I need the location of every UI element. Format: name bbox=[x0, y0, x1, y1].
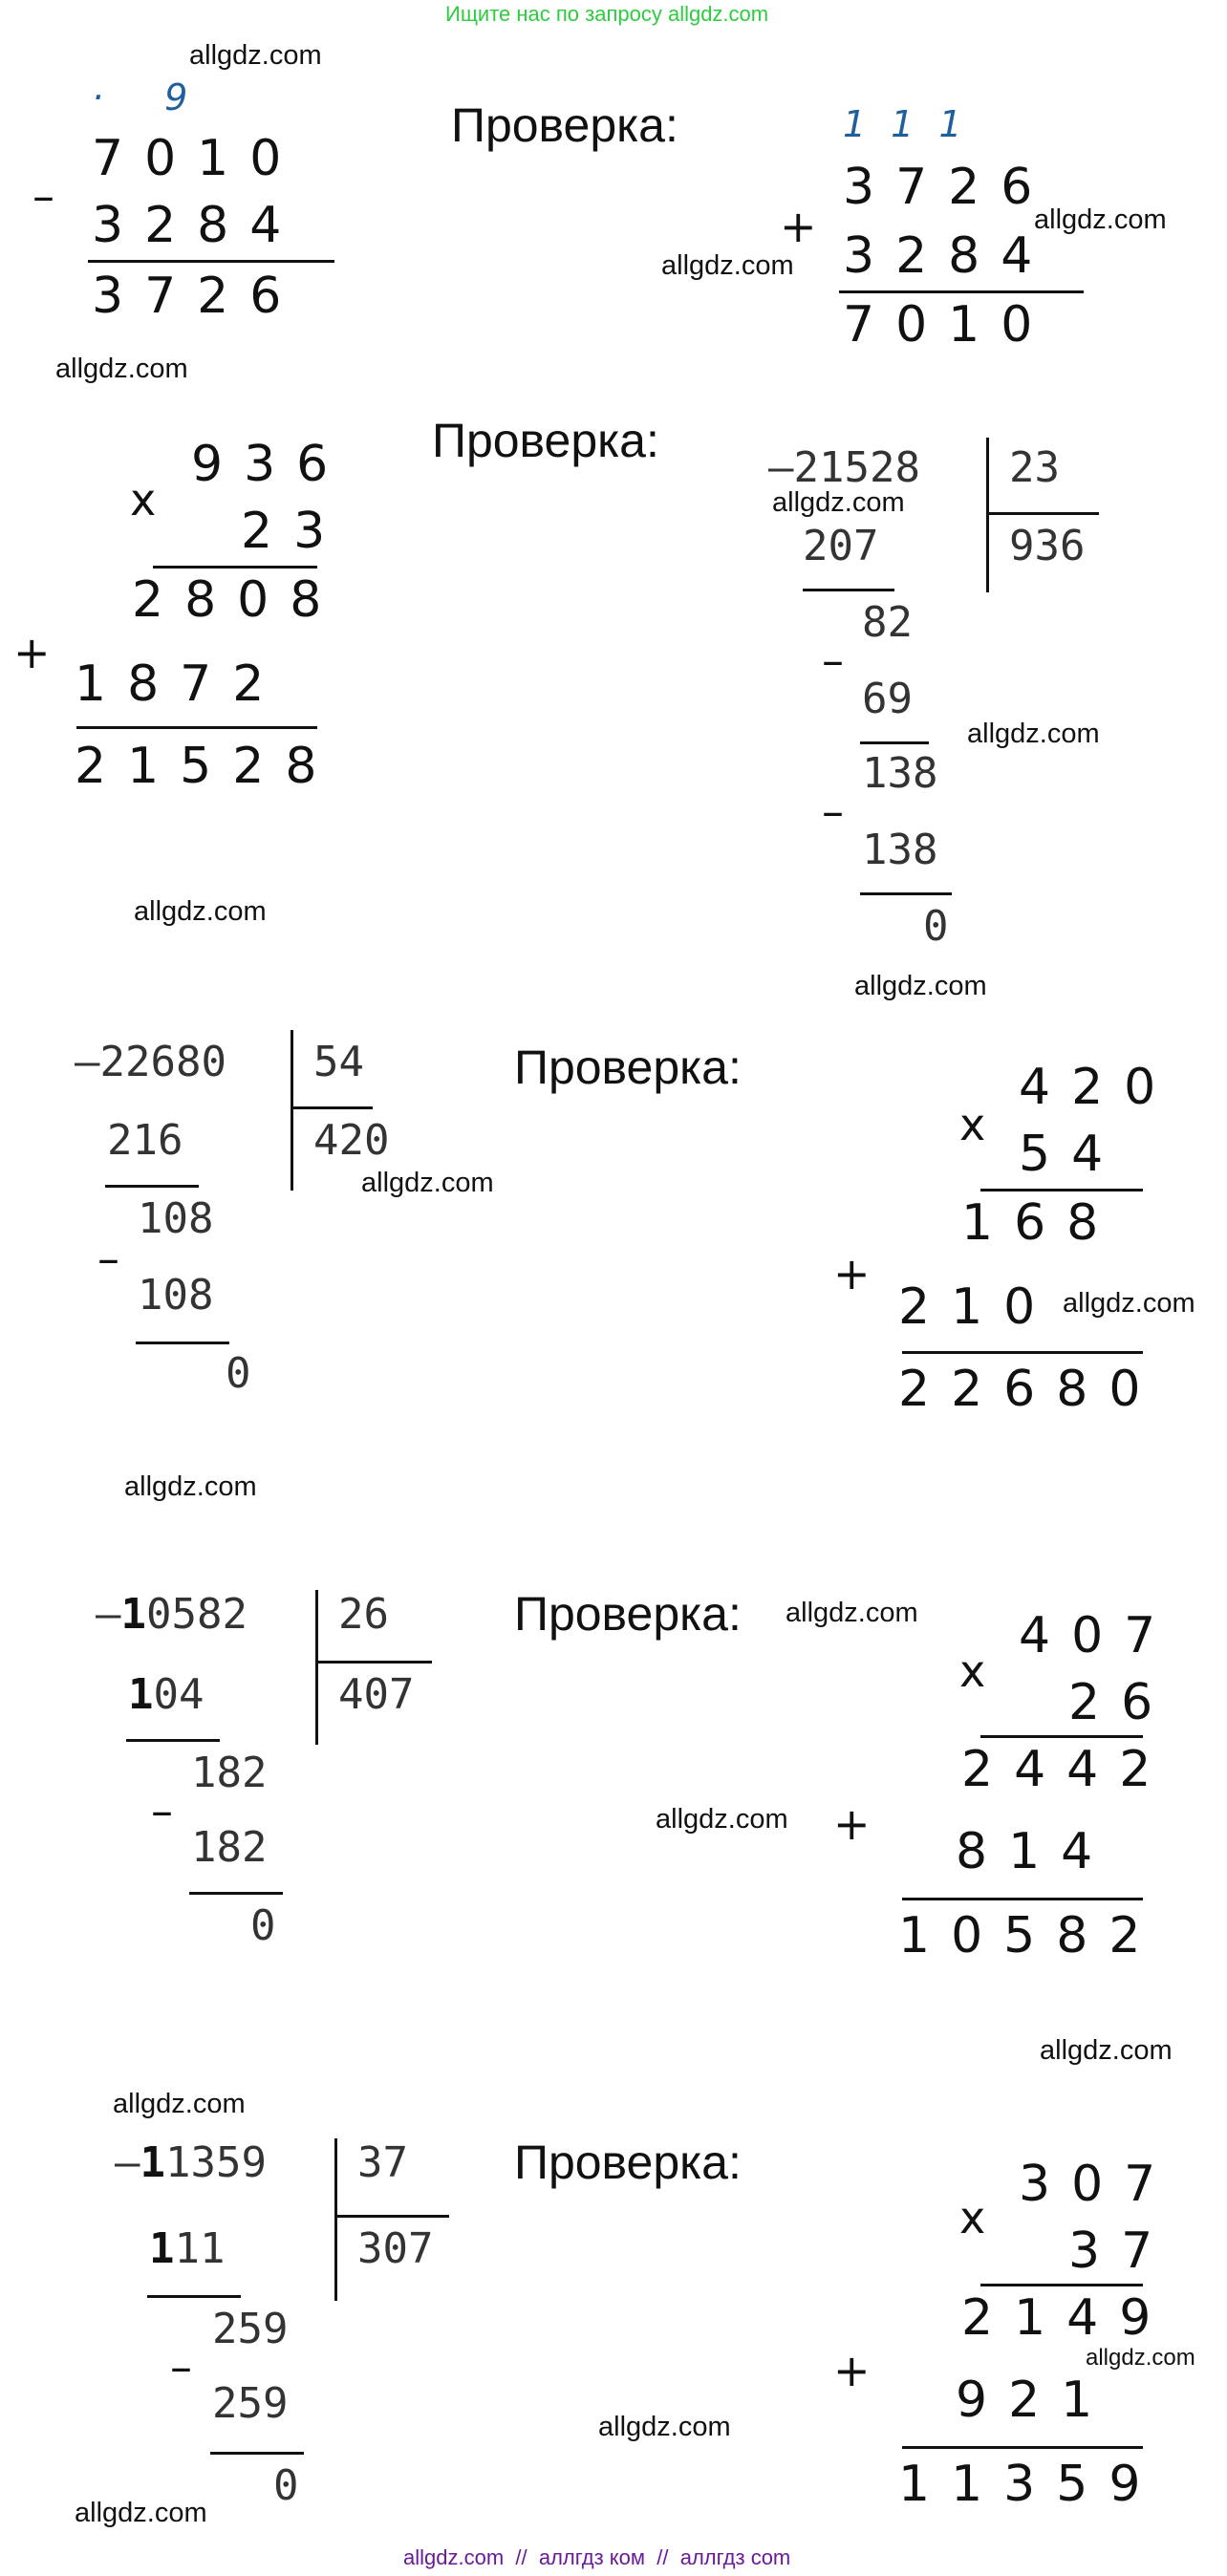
step-subtract: 111 bbox=[149, 2224, 226, 2273]
addend-2: 3284 bbox=[843, 227, 1054, 285]
quotient: 307 bbox=[357, 2224, 434, 2273]
step-subtract: 182 bbox=[191, 1823, 268, 1872]
quotient-line bbox=[291, 1106, 373, 1109]
step-line bbox=[860, 741, 929, 744]
watermark: allgdz.com bbox=[1034, 204, 1167, 235]
plus-sign: + bbox=[13, 627, 51, 678]
division-bar bbox=[291, 1030, 293, 1191]
subtrahend: 3284 bbox=[92, 197, 303, 254]
product-line bbox=[902, 1898, 1143, 1900]
plus-sign: + bbox=[833, 1248, 871, 1299]
top-banner: Ищите нас по запросу allgdz.com bbox=[445, 2, 769, 26]
step-line bbox=[147, 2295, 241, 2298]
step-line bbox=[105, 1185, 199, 1188]
step-line bbox=[136, 1342, 229, 1344]
partial-product-2: 814 bbox=[956, 1823, 1114, 1880]
quotient-line bbox=[986, 512, 1099, 515]
multiplicand: 936 bbox=[191, 436, 350, 493]
minus-sign: – bbox=[97, 1233, 119, 1284]
quotient: 407 bbox=[338, 1670, 415, 1719]
partial-line bbox=[980, 1735, 1143, 1738]
product: 11359 bbox=[898, 2456, 1162, 2513]
sum-line bbox=[839, 290, 1084, 293]
product-line bbox=[902, 2446, 1143, 2449]
partial-product-2: 210 bbox=[898, 1278, 1057, 1336]
watermark: allgdz.com bbox=[967, 719, 1100, 749]
divisor: 54 bbox=[313, 1038, 364, 1086]
final-remainder: 0 bbox=[273, 2461, 299, 2510]
plus-sign: + bbox=[780, 201, 817, 252]
step-remainder: 182 bbox=[191, 1749, 268, 1797]
watermark: allgdz.com bbox=[75, 2498, 207, 2528]
multiply-sign: x bbox=[130, 474, 157, 526]
step-subtract: 69 bbox=[862, 675, 913, 723]
minus-sign: – bbox=[151, 1785, 173, 1836]
division-bar bbox=[315, 1590, 318, 1745]
multiplier: 23 bbox=[241, 503, 347, 560]
multiplier: 54 bbox=[1019, 1126, 1125, 1183]
product: 22680 bbox=[898, 1361, 1162, 1418]
product: 21528 bbox=[75, 738, 338, 795]
minus-sign: – bbox=[822, 785, 844, 837]
multiply-sign: x bbox=[959, 2192, 986, 2243]
product-line bbox=[902, 1351, 1143, 1354]
check-label: Проверка: bbox=[432, 414, 659, 467]
watermark: allgdz.com bbox=[656, 1804, 788, 1835]
division-bar bbox=[986, 438, 989, 592]
divisor: 23 bbox=[1009, 443, 1060, 492]
final-remainder: 0 bbox=[226, 1349, 251, 1398]
addend-1: 3726 bbox=[843, 159, 1054, 216]
step-remainder: 138 bbox=[862, 749, 938, 798]
watermark: allgdz.com bbox=[134, 896, 267, 927]
partial-product-1: 2808 bbox=[132, 571, 343, 629]
final-remainder: 0 bbox=[923, 902, 949, 951]
multiplier: 26 bbox=[1068, 1674, 1174, 1731]
partial-line bbox=[980, 1189, 1143, 1191]
check-label: Проверка: bbox=[514, 1041, 742, 1094]
quotient: 936 bbox=[1009, 522, 1086, 570]
dividend: –10582 bbox=[96, 1590, 248, 1639]
multiplicand: 420 bbox=[1019, 1059, 1177, 1116]
check-label: Проверка: bbox=[514, 1587, 742, 1641]
step-line bbox=[803, 589, 894, 591]
step-line bbox=[860, 892, 952, 895]
watermark: allgdz.com bbox=[113, 2089, 246, 2119]
step-remainder: 108 bbox=[138, 1194, 214, 1243]
dividend: –11359 bbox=[115, 2138, 267, 2187]
step-subtract: 259 bbox=[212, 2379, 289, 2428]
watermark: allgdz.com bbox=[1040, 2035, 1173, 2066]
divisor: 26 bbox=[338, 1590, 389, 1639]
partial-line bbox=[153, 566, 317, 569]
minus-sign: – bbox=[822, 634, 844, 686]
watermark: allgdz.com bbox=[661, 250, 794, 281]
multiply-sign: x bbox=[959, 1645, 986, 1697]
division-bar bbox=[334, 2138, 337, 2301]
sum: 7010 bbox=[843, 296, 1054, 354]
footer-links: allgdz.com // аллгдз ком // аллгдз com bbox=[403, 2545, 791, 2569]
step-subtract: 216 bbox=[107, 1116, 183, 1165]
multiplier: 37 bbox=[1068, 2222, 1174, 2280]
step-subtract: 207 bbox=[803, 522, 879, 570]
step-line bbox=[189, 1892, 283, 1895]
watermark: allgdz.com bbox=[1063, 1288, 1195, 1319]
multiplicand: 307 bbox=[1019, 2156, 1177, 2213]
step-subtract: 138 bbox=[862, 826, 938, 874]
partial-line bbox=[980, 2284, 1143, 2286]
difference: 3726 bbox=[92, 268, 303, 325]
step-remainder: 82 bbox=[862, 598, 913, 647]
minuend: 7010 bbox=[92, 130, 303, 187]
check-label: Проверка: bbox=[451, 98, 678, 152]
partial-product-2: 921 bbox=[956, 2372, 1114, 2429]
carry-digits: · 9 bbox=[92, 76, 213, 118]
product: 10582 bbox=[898, 1907, 1162, 1964]
quotient-line bbox=[334, 2215, 449, 2218]
quotient-line bbox=[315, 1661, 432, 1664]
watermark: allgdz.com bbox=[55, 354, 188, 384]
step-remainder: 259 bbox=[212, 2305, 289, 2353]
dividend: –22680 bbox=[75, 1038, 226, 1086]
watermark: allgdz.com bbox=[124, 1471, 257, 1502]
carry-digits: 111 bbox=[843, 103, 987, 145]
multiply-sign: x bbox=[959, 1099, 986, 1150]
divisor: 37 bbox=[357, 2138, 408, 2187]
multiplicand: 407 bbox=[1019, 1607, 1177, 1664]
partial-product-1: 2442 bbox=[961, 1741, 1173, 1798]
minus-sign: – bbox=[32, 170, 54, 222]
result-line bbox=[88, 260, 334, 263]
product-line bbox=[76, 726, 317, 729]
partial-product-1: 2149 bbox=[961, 2289, 1173, 2347]
watermark: allgdz.com bbox=[854, 971, 987, 1001]
plus-sign: + bbox=[833, 2345, 871, 2396]
step-line bbox=[126, 1739, 220, 1742]
check-label: Проверка: bbox=[514, 2136, 742, 2189]
quotient: 420 bbox=[313, 1116, 390, 1165]
watermark: allgdz.com bbox=[786, 1598, 918, 1628]
partial-product-2: 1872 bbox=[75, 655, 286, 713]
watermark: allgdz.com bbox=[772, 487, 905, 518]
watermark: allgdz.com bbox=[1086, 2345, 1195, 2371]
step-line bbox=[210, 2452, 304, 2455]
watermark: allgdz.com bbox=[598, 2412, 731, 2442]
partial-product-1: 168 bbox=[961, 1194, 1120, 1252]
watermark: allgdz.com bbox=[189, 40, 322, 71]
minus-sign: – bbox=[170, 2341, 192, 2393]
dividend: –21528 bbox=[768, 443, 920, 492]
step-subtract: 108 bbox=[138, 1271, 214, 1320]
watermark: allgdz.com bbox=[361, 1168, 494, 1198]
step-subtract: 104 bbox=[128, 1670, 204, 1719]
plus-sign: + bbox=[833, 1798, 871, 1850]
final-remainder: 0 bbox=[250, 1901, 276, 1950]
